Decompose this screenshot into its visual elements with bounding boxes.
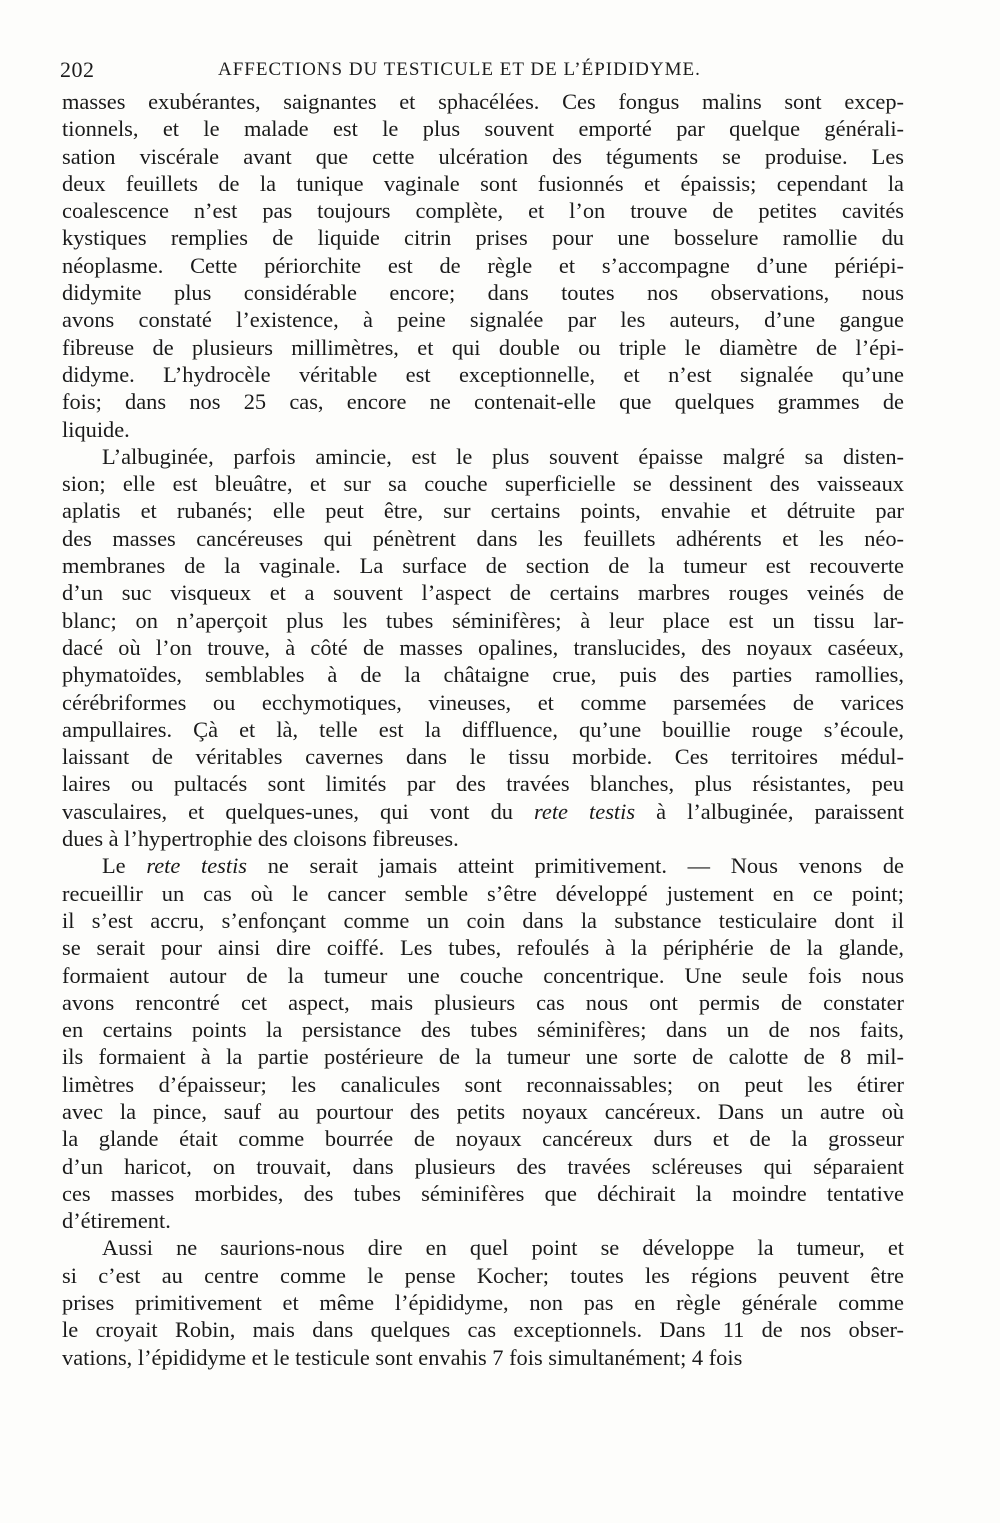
text-line: avons rencontré cet aspect, mais plusieurs cas nous ont permis de constater bbox=[62, 989, 904, 1015]
text-line: didymite plus considérable encore; dans toutes nos observations, nous bbox=[62, 280, 904, 306]
page-number: 202 bbox=[60, 57, 95, 82]
italic-term: rete testis bbox=[534, 798, 636, 824]
text-line: ils formaient à la partie postérieure de la tumeur une sorte de calotte de 8 mil- bbox=[62, 1044, 904, 1070]
text-line: d’étirement. bbox=[62, 1208, 171, 1234]
text-line: cérébriformes ou ecchymotiques, vineuses, et comme parsemées de varices bbox=[62, 689, 904, 715]
text-line: avons constaté l’existence, à peine signalée par les auteurs, d’une gangue bbox=[62, 307, 904, 333]
text-line: liquide. bbox=[62, 416, 130, 442]
paragraph bbox=[62, 88, 904, 443]
paragraph bbox=[62, 443, 904, 852]
text-line: kystiques remplies de liquide citrin prises pour une bosselure ramollie du bbox=[62, 225, 904, 251]
text-line: fois; dans nos 25 cas, encore ne contenait-elle que quelques grammes de bbox=[62, 389, 904, 415]
text-line: recueillir un cas où le cancer semble s’être développé justement en ce point; bbox=[62, 880, 904, 906]
text-line: vations, l’épididyme et le testicule sont envahis 7 fois simultanément; 4 fois bbox=[62, 1344, 743, 1370]
text-line: il s’est accru, s’enfonçant comme un coin dans la substance testiculaire dont il bbox=[62, 907, 904, 933]
text-line: tionnels, et le malade est le plus souvent emporté par quelque générali- bbox=[62, 116, 904, 142]
paragraph bbox=[62, 852, 904, 1234]
text-line: masses exubérantes, saignantes et sphacélées. Ces fongus malins sont excep- bbox=[62, 89, 904, 114]
text-line: d’un haricot, on trouvait, dans plusieurs des travées scléreuses qui séparaient bbox=[62, 1153, 904, 1179]
text-line: si c’est au centre comme le pense Kocher; toutes les régions peuvent être bbox=[62, 1262, 904, 1288]
text-line: le croyait Robin, mais dans quelques cas exceptionnels. Dans 11 de nos obser- bbox=[62, 1317, 904, 1343]
text-line: Le rete testis ne serait jamais atteint primitivement. — Nous venons de bbox=[102, 853, 904, 879]
text-line: phymatoïdes, semblables à de la châtaigne crue, puis des parties ramollies, bbox=[62, 662, 904, 688]
text-line: L’albuginée, parfois amincie, est le plus souvent épaisse malgré sa disten- bbox=[102, 443, 904, 469]
text-line: sation viscérale avant que cette ulcération des téguments se produise. Les bbox=[62, 143, 904, 169]
text-line: formaient autour de la tumeur une couche concentrique. Une seule fois nous bbox=[62, 962, 904, 988]
text-line: dacé où l’on trouve, à côté de masses opalines, translucides, des noyaux caséeux, bbox=[62, 634, 904, 660]
running-title: AFFECTIONS DU TESTICULE ET DE L’ÉPIDIDYME. bbox=[218, 59, 701, 80]
text-line: se serait pour ainsi dire coiffé. Les tubes, refoulés à la périphérie de la glande, bbox=[62, 935, 904, 961]
body-text bbox=[62, 88, 904, 1371]
text-line: des masses cancéreuses qui pénètrent dans les feuillets adhérents et les néo- bbox=[62, 525, 904, 551]
text-line: Aussi ne saurions-nous dire en quel point se développe la tumeur, et bbox=[102, 1235, 904, 1261]
text-line: laissant de véritables cavernes dans le tissu morbide. Ces territoires médul- bbox=[62, 744, 904, 770]
text-line: néoplasme. Cette périorchite est de règle et s’accompagne d’une périépi- bbox=[62, 252, 904, 278]
text-line: laires ou pultacés sont limités par des travées blanches, plus résistantes, peu bbox=[62, 771, 904, 797]
text-line: d’un suc visqueux et a souvent l’aspect de certains marbres rouges veinés de bbox=[62, 580, 904, 606]
paragraph bbox=[62, 1234, 904, 1370]
text-line: aplatis et rubanés; elle peut être, sur certains points, envahie et détruite par bbox=[62, 498, 904, 524]
text-line: limètres d’épaisseur; les canalicules sont reconnaissables; on peut les étirer bbox=[62, 1071, 904, 1097]
text-line: coalescence n’est pas toujours complète, et l’on trouve de petites cavités bbox=[62, 198, 904, 224]
running-head bbox=[58, 57, 908, 83]
text-line: en certains points la persistance des tubes séminifères; dans un de nos faits, bbox=[62, 1017, 904, 1043]
text-line: vasculaires, et quelques-unes, qui vont du rete testis à l’albuginée, paraissent bbox=[62, 798, 905, 824]
text-line: dues à l’hypertrophie des cloisons fibreuses. bbox=[62, 826, 459, 852]
text-line: ces masses morbides, des tubes séminifères que déchirait la moindre tentative bbox=[62, 1180, 904, 1206]
text-line: avec la pince, sauf au pourtour des petits noyaux cancéreux. Dans un autre où bbox=[62, 1098, 904, 1124]
text-line: blanc; on n’aperçoit plus les tubes séminifères; à leur place est un tissu lar- bbox=[62, 607, 904, 633]
text-line: sion; elle est bleuâtre, et sur sa couche superficielle se dessinent des vaisseaux bbox=[62, 471, 904, 497]
text-line: prises primitivement et même l’épididyme, non pas en règle générale comme bbox=[62, 1290, 904, 1316]
italic-term: rete testis bbox=[146, 853, 248, 879]
text-line: membranes de la vaginale. La surface de section de la tumeur est recouverte bbox=[62, 553, 904, 579]
text-line: deux feuillets de la tunique vaginale sont fusionnés et épaissis; cependant la bbox=[62, 170, 904, 196]
text-line: ampullaires. Çà et là, telle est la diffluence, qu’une bouillie rouge s’écoule, bbox=[62, 716, 904, 742]
text-line: didyme. L’hydrocèle véritable est exceptionnelle, et n’est signalée qu’une bbox=[62, 361, 904, 387]
text-line: fibreuse de plusieurs millimètres, et qui double ou triple le diamètre de l’épi- bbox=[62, 334, 904, 360]
text-line: la glande était comme bourrée de noyaux cancéreux durs et de la grosseur bbox=[62, 1126, 904, 1152]
